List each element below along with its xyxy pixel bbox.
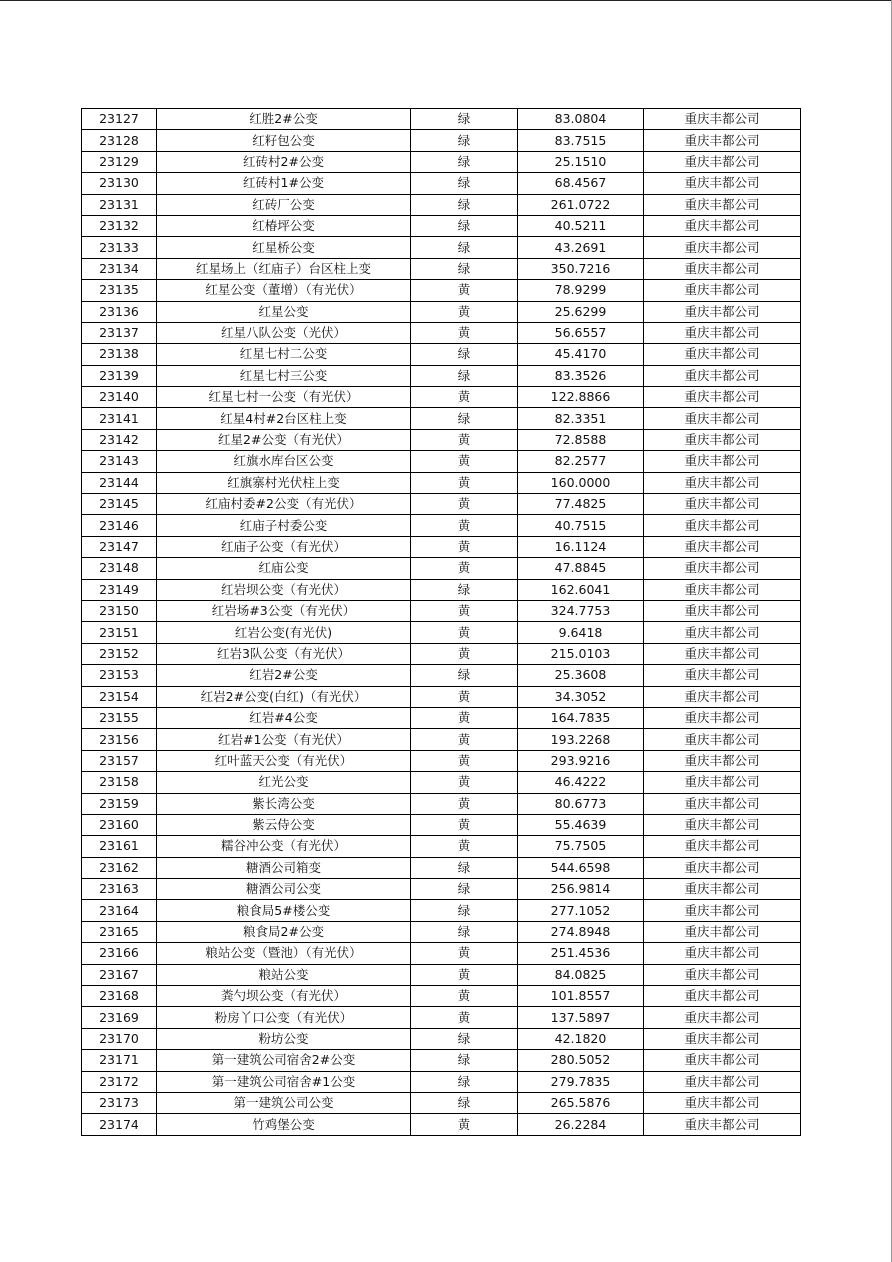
- table-row: [82, 387, 801, 408]
- id-cell: 23147: [82, 536, 157, 557]
- name-cell: 红庙子公变（有光伏）: [157, 536, 411, 557]
- color-cell: 绿: [411, 237, 518, 258]
- color-cell: 黄: [411, 451, 518, 472]
- id-cell: 23159: [82, 793, 157, 814]
- table-row: [82, 729, 801, 750]
- color-cell: 黄: [411, 986, 518, 1007]
- company-cell: 重庆丰都公司: [644, 472, 801, 493]
- id-cell: 23135: [82, 280, 157, 301]
- color-cell: 绿: [411, 579, 518, 600]
- table-row: [82, 173, 801, 194]
- table-row: [82, 964, 801, 985]
- id-cell: 23150: [82, 600, 157, 621]
- color-cell: 黄: [411, 793, 518, 814]
- value-cell: 122.8866: [518, 387, 644, 408]
- color-cell: 黄: [411, 558, 518, 579]
- table-row: [82, 408, 801, 429]
- id-cell: 23142: [82, 429, 157, 450]
- color-cell: 绿: [411, 857, 518, 878]
- id-cell: 23145: [82, 494, 157, 515]
- table-row: [82, 494, 801, 515]
- color-cell: 黄: [411, 1114, 518, 1135]
- color-cell: 黄: [411, 643, 518, 664]
- name-cell: 第一建筑公司宿舍2#公变: [157, 1050, 411, 1071]
- name-cell: 红胜2#公变: [157, 109, 411, 130]
- value-cell: 78.9299: [518, 280, 644, 301]
- color-cell: 黄: [411, 515, 518, 536]
- company-cell: 重庆丰都公司: [644, 836, 801, 857]
- company-cell: 重庆丰都公司: [644, 729, 801, 750]
- value-cell: 9.6418: [518, 622, 644, 643]
- company-cell: 重庆丰都公司: [644, 686, 801, 707]
- value-cell: 77.4825: [518, 494, 644, 515]
- value-cell: 324.7753: [518, 600, 644, 621]
- value-cell: 350.7216: [518, 258, 644, 279]
- id-cell: 23156: [82, 729, 157, 750]
- value-cell: 80.6773: [518, 793, 644, 814]
- value-cell: 25.1510: [518, 151, 644, 172]
- company-cell: 重庆丰都公司: [644, 258, 801, 279]
- table-row: [82, 258, 801, 279]
- value-cell: 82.3351: [518, 408, 644, 429]
- color-cell: 黄: [411, 600, 518, 621]
- company-cell: 重庆丰都公司: [644, 408, 801, 429]
- id-cell: 23152: [82, 643, 157, 664]
- name-cell: 紫云侍公变: [157, 814, 411, 835]
- value-cell: 75.7505: [518, 836, 644, 857]
- id-cell: 23134: [82, 258, 157, 279]
- table-row: [82, 151, 801, 172]
- color-cell: 绿: [411, 151, 518, 172]
- name-cell: 红星4村#2台区柱上变: [157, 408, 411, 429]
- id-cell: 23163: [82, 879, 157, 900]
- table-row: [82, 665, 801, 686]
- name-cell: 粪勺坝公变（有光伏）: [157, 986, 411, 1007]
- id-cell: 23157: [82, 750, 157, 771]
- table-row: [82, 194, 801, 215]
- name-cell: 红星七村一公变（有光伏）: [157, 387, 411, 408]
- table-row: [82, 793, 801, 814]
- id-cell: 23146: [82, 515, 157, 536]
- id-cell: 23143: [82, 451, 157, 472]
- table-row: [82, 686, 801, 707]
- id-cell: 23131: [82, 194, 157, 215]
- value-cell: 46.4222: [518, 772, 644, 793]
- table-row: [82, 301, 801, 322]
- name-cell: 糯谷冲公变（有光伏）: [157, 836, 411, 857]
- table-row: [82, 558, 801, 579]
- transformer-table: [81, 108, 801, 1136]
- table-row: [82, 365, 801, 386]
- color-cell: 黄: [411, 750, 518, 771]
- value-cell: 274.8948: [518, 921, 644, 942]
- table-row: [82, 772, 801, 793]
- value-cell: 279.7835: [518, 1071, 644, 1092]
- company-cell: 重庆丰都公司: [644, 1071, 801, 1092]
- name-cell: 红光公变: [157, 772, 411, 793]
- table-row: [82, 1071, 801, 1092]
- color-cell: 黄: [411, 322, 518, 343]
- name-cell: 红星七村二公变: [157, 344, 411, 365]
- table-row: [82, 750, 801, 771]
- table-row: [82, 1028, 801, 1049]
- table-row: [82, 836, 801, 857]
- company-cell: 重庆丰都公司: [644, 857, 801, 878]
- name-cell: 粉房丫口公变（有光伏）: [157, 1007, 411, 1028]
- name-cell: 红星场上（红庙子）台区柱上变: [157, 258, 411, 279]
- table-row: [82, 857, 801, 878]
- value-cell: 251.4536: [518, 943, 644, 964]
- id-cell: 23167: [82, 964, 157, 985]
- value-cell: 34.3052: [518, 686, 644, 707]
- company-cell: 重庆丰都公司: [644, 986, 801, 1007]
- color-cell: 绿: [411, 921, 518, 942]
- color-cell: 黄: [411, 1007, 518, 1028]
- name-cell: 红岩3队公变（有光伏）: [157, 643, 411, 664]
- company-cell: 重庆丰都公司: [644, 109, 801, 130]
- value-cell: 55.4639: [518, 814, 644, 835]
- color-cell: 黄: [411, 707, 518, 728]
- value-cell: 193.2268: [518, 729, 644, 750]
- color-cell: 黄: [411, 301, 518, 322]
- color-cell: 黄: [411, 964, 518, 985]
- color-cell: 黄: [411, 536, 518, 557]
- name-cell: 红岩坝公变（有光伏）: [157, 579, 411, 600]
- value-cell: 42.1820: [518, 1028, 644, 1049]
- company-cell: 重庆丰都公司: [644, 1028, 801, 1049]
- name-cell: 粮食局2#公变: [157, 921, 411, 942]
- company-cell: 重庆丰都公司: [644, 643, 801, 664]
- company-cell: 重庆丰都公司: [644, 772, 801, 793]
- id-cell: 23138: [82, 344, 157, 365]
- value-cell: 83.0804: [518, 109, 644, 130]
- company-cell: 重庆丰都公司: [644, 1092, 801, 1113]
- value-cell: 277.1052: [518, 900, 644, 921]
- company-cell: 重庆丰都公司: [644, 173, 801, 194]
- table-row: [82, 322, 801, 343]
- color-cell: 黄: [411, 772, 518, 793]
- color-cell: 黄: [411, 943, 518, 964]
- color-cell: 绿: [411, 130, 518, 151]
- id-cell: 23149: [82, 579, 157, 600]
- id-cell: 23170: [82, 1028, 157, 1049]
- value-cell: 16.1124: [518, 536, 644, 557]
- company-cell: 重庆丰都公司: [644, 1050, 801, 1071]
- company-cell: 重庆丰都公司: [644, 1007, 801, 1028]
- table-row: [82, 536, 801, 557]
- value-cell: 82.2577: [518, 451, 644, 472]
- color-cell: 绿: [411, 258, 518, 279]
- company-cell: 重庆丰都公司: [644, 344, 801, 365]
- table-body: [82, 109, 801, 1136]
- company-cell: 重庆丰都公司: [644, 814, 801, 835]
- name-cell: 红庙子村委公变: [157, 515, 411, 536]
- table-row: [82, 1050, 801, 1071]
- name-cell: 竹鸡堡公变: [157, 1114, 411, 1135]
- table-row: [82, 429, 801, 450]
- value-cell: 72.8588: [518, 429, 644, 450]
- id-cell: 23128: [82, 130, 157, 151]
- name-cell: 粮食局5#楼公变: [157, 900, 411, 921]
- id-cell: 23127: [82, 109, 157, 130]
- id-cell: 23161: [82, 836, 157, 857]
- name-cell: 第一建筑公司公变: [157, 1092, 411, 1113]
- table-row: [82, 109, 801, 130]
- value-cell: 256.9814: [518, 879, 644, 900]
- company-cell: 重庆丰都公司: [644, 622, 801, 643]
- id-cell: 23133: [82, 237, 157, 258]
- name-cell: 糖酒公司公变: [157, 879, 411, 900]
- id-cell: 23158: [82, 772, 157, 793]
- table-row: [82, 900, 801, 921]
- value-cell: 56.6557: [518, 322, 644, 343]
- company-cell: 重庆丰都公司: [644, 130, 801, 151]
- name-cell: 红岩#4公变: [157, 707, 411, 728]
- company-cell: 重庆丰都公司: [644, 237, 801, 258]
- company-cell: 重庆丰都公司: [644, 451, 801, 472]
- table-row: [82, 344, 801, 365]
- company-cell: 重庆丰都公司: [644, 536, 801, 557]
- table-row: [82, 215, 801, 236]
- name-cell: 红岩#1公变（有光伏）: [157, 729, 411, 750]
- value-cell: 25.3608: [518, 665, 644, 686]
- name-cell: 红星八队公变（光伏）: [157, 322, 411, 343]
- name-cell: 红星2#公变（有光伏）: [157, 429, 411, 450]
- name-cell: 粮站公变（暨池）（有光伏）: [157, 943, 411, 964]
- id-cell: 23154: [82, 686, 157, 707]
- name-cell: 红星公变（董增）（有光伏）: [157, 280, 411, 301]
- color-cell: 黄: [411, 494, 518, 515]
- value-cell: 280.5052: [518, 1050, 644, 1071]
- name-cell: 糖酒公司箱变: [157, 857, 411, 878]
- table-row: [82, 130, 801, 151]
- color-cell: 黄: [411, 472, 518, 493]
- name-cell: 粮站公变: [157, 964, 411, 985]
- company-cell: 重庆丰都公司: [644, 151, 801, 172]
- company-cell: 重庆丰都公司: [644, 558, 801, 579]
- table-row: [82, 579, 801, 600]
- table-row: [82, 1007, 801, 1028]
- color-cell: 绿: [411, 900, 518, 921]
- id-cell: 23129: [82, 151, 157, 172]
- company-cell: 重庆丰都公司: [644, 579, 801, 600]
- company-cell: 重庆丰都公司: [644, 1114, 801, 1135]
- table-row: [82, 986, 801, 1007]
- table-row: [82, 943, 801, 964]
- name-cell: 第一建筑公司宿舍#1公变: [157, 1071, 411, 1092]
- color-cell: 绿: [411, 1092, 518, 1113]
- name-cell: 红庙公变: [157, 558, 411, 579]
- table-row: [82, 237, 801, 258]
- company-cell: 重庆丰都公司: [644, 879, 801, 900]
- name-cell: 红籽包公变: [157, 130, 411, 151]
- company-cell: 重庆丰都公司: [644, 387, 801, 408]
- value-cell: 40.7515: [518, 515, 644, 536]
- color-cell: 绿: [411, 365, 518, 386]
- company-cell: 重庆丰都公司: [644, 943, 801, 964]
- table-row: [82, 814, 801, 835]
- id-cell: 23168: [82, 986, 157, 1007]
- value-cell: 25.6299: [518, 301, 644, 322]
- table-row: [82, 1114, 801, 1135]
- color-cell: 绿: [411, 173, 518, 194]
- name-cell: 红岩场#3公变（有光伏）: [157, 600, 411, 621]
- company-cell: 重庆丰都公司: [644, 964, 801, 985]
- value-cell: 47.8845: [518, 558, 644, 579]
- color-cell: 绿: [411, 1071, 518, 1092]
- company-cell: 重庆丰都公司: [644, 793, 801, 814]
- id-cell: 23140: [82, 387, 157, 408]
- company-cell: 重庆丰都公司: [644, 750, 801, 771]
- value-cell: 101.8557: [518, 986, 644, 1007]
- name-cell: 红砖厂公变: [157, 194, 411, 215]
- id-cell: 23166: [82, 943, 157, 964]
- id-cell: 23173: [82, 1092, 157, 1113]
- id-cell: 23171: [82, 1050, 157, 1071]
- name-cell: 红砖村2#公变: [157, 151, 411, 172]
- id-cell: 23164: [82, 900, 157, 921]
- id-cell: 23144: [82, 472, 157, 493]
- color-cell: 绿: [411, 408, 518, 429]
- color-cell: 黄: [411, 622, 518, 643]
- id-cell: 23141: [82, 408, 157, 429]
- color-cell: 黄: [411, 387, 518, 408]
- color-cell: 黄: [411, 814, 518, 835]
- id-cell: 23139: [82, 365, 157, 386]
- color-cell: 绿: [411, 194, 518, 215]
- id-cell: 23130: [82, 173, 157, 194]
- table-row: [82, 515, 801, 536]
- color-cell: 黄: [411, 280, 518, 301]
- id-cell: 23136: [82, 301, 157, 322]
- value-cell: 162.6041: [518, 579, 644, 600]
- company-cell: 重庆丰都公司: [644, 280, 801, 301]
- name-cell: 红星桥公变: [157, 237, 411, 258]
- name-cell: 红星七村三公变: [157, 365, 411, 386]
- color-cell: 绿: [411, 665, 518, 686]
- page-top-rule: [0, 0, 892, 1]
- name-cell: 红庙村委#2公变（有光伏）: [157, 494, 411, 515]
- name-cell: 红旗水库台区公变: [157, 451, 411, 472]
- color-cell: 绿: [411, 879, 518, 900]
- value-cell: 137.5897: [518, 1007, 644, 1028]
- company-cell: 重庆丰都公司: [644, 494, 801, 515]
- name-cell: 粉坊公变: [157, 1028, 411, 1049]
- company-cell: 重庆丰都公司: [644, 301, 801, 322]
- color-cell: 绿: [411, 1028, 518, 1049]
- value-cell: 293.9216: [518, 750, 644, 771]
- value-cell: 68.4567: [518, 173, 644, 194]
- table-row: [82, 622, 801, 643]
- id-cell: 23132: [82, 215, 157, 236]
- value-cell: 45.4170: [518, 344, 644, 365]
- id-cell: 23169: [82, 1007, 157, 1028]
- value-cell: 261.0722: [518, 194, 644, 215]
- name-cell: 紫长湾公变: [157, 793, 411, 814]
- table-row: [82, 707, 801, 728]
- id-cell: 23160: [82, 814, 157, 835]
- color-cell: 绿: [411, 1050, 518, 1071]
- color-cell: 黄: [411, 429, 518, 450]
- name-cell: 红椿坪公变: [157, 215, 411, 236]
- id-cell: 23165: [82, 921, 157, 942]
- company-cell: 重庆丰都公司: [644, 215, 801, 236]
- id-cell: 23148: [82, 558, 157, 579]
- table-row: [82, 643, 801, 664]
- name-cell: 红砖村1#公变: [157, 173, 411, 194]
- value-cell: 160.0000: [518, 472, 644, 493]
- id-cell: 23172: [82, 1071, 157, 1092]
- color-cell: 黄: [411, 686, 518, 707]
- id-cell: 23155: [82, 707, 157, 728]
- color-cell: 黄: [411, 836, 518, 857]
- company-cell: 重庆丰都公司: [644, 322, 801, 343]
- table-row: [82, 879, 801, 900]
- color-cell: 绿: [411, 344, 518, 365]
- color-cell: 绿: [411, 215, 518, 236]
- value-cell: 84.0825: [518, 964, 644, 985]
- value-cell: 544.6598: [518, 857, 644, 878]
- table-row: [82, 451, 801, 472]
- company-cell: 重庆丰都公司: [644, 429, 801, 450]
- value-cell: 164.7835: [518, 707, 644, 728]
- company-cell: 重庆丰都公司: [644, 921, 801, 942]
- company-cell: 重庆丰都公司: [644, 515, 801, 536]
- value-cell: 215.0103: [518, 643, 644, 664]
- color-cell: 绿: [411, 109, 518, 130]
- company-cell: 重庆丰都公司: [644, 194, 801, 215]
- id-cell: 23162: [82, 857, 157, 878]
- id-cell: 23153: [82, 665, 157, 686]
- table-row: [82, 280, 801, 301]
- name-cell: 红岩2#公变(白红)（有光伏）: [157, 686, 411, 707]
- name-cell: 红叶蓝天公变（有光伏）: [157, 750, 411, 771]
- name-cell: 红星公变: [157, 301, 411, 322]
- company-cell: 重庆丰都公司: [644, 707, 801, 728]
- value-cell: 26.2284: [518, 1114, 644, 1135]
- name-cell: 红旗寨村光伏柱上变: [157, 472, 411, 493]
- table-row: [82, 1092, 801, 1113]
- table-row: [82, 600, 801, 621]
- value-cell: 40.5211: [518, 215, 644, 236]
- company-cell: 重庆丰都公司: [644, 365, 801, 386]
- name-cell: 红岩2#公变: [157, 665, 411, 686]
- value-cell: 43.2691: [518, 237, 644, 258]
- id-cell: 23151: [82, 622, 157, 643]
- value-cell: 83.3526: [518, 365, 644, 386]
- table-row: [82, 921, 801, 942]
- value-cell: 83.7515: [518, 130, 644, 151]
- company-cell: 重庆丰都公司: [644, 665, 801, 686]
- id-cell: 23137: [82, 322, 157, 343]
- id-cell: 23174: [82, 1114, 157, 1135]
- color-cell: 黄: [411, 729, 518, 750]
- company-cell: 重庆丰都公司: [644, 600, 801, 621]
- name-cell: 红岩公变(有光伏): [157, 622, 411, 643]
- table-row: [82, 472, 801, 493]
- value-cell: 265.5876: [518, 1092, 644, 1113]
- company-cell: 重庆丰都公司: [644, 900, 801, 921]
